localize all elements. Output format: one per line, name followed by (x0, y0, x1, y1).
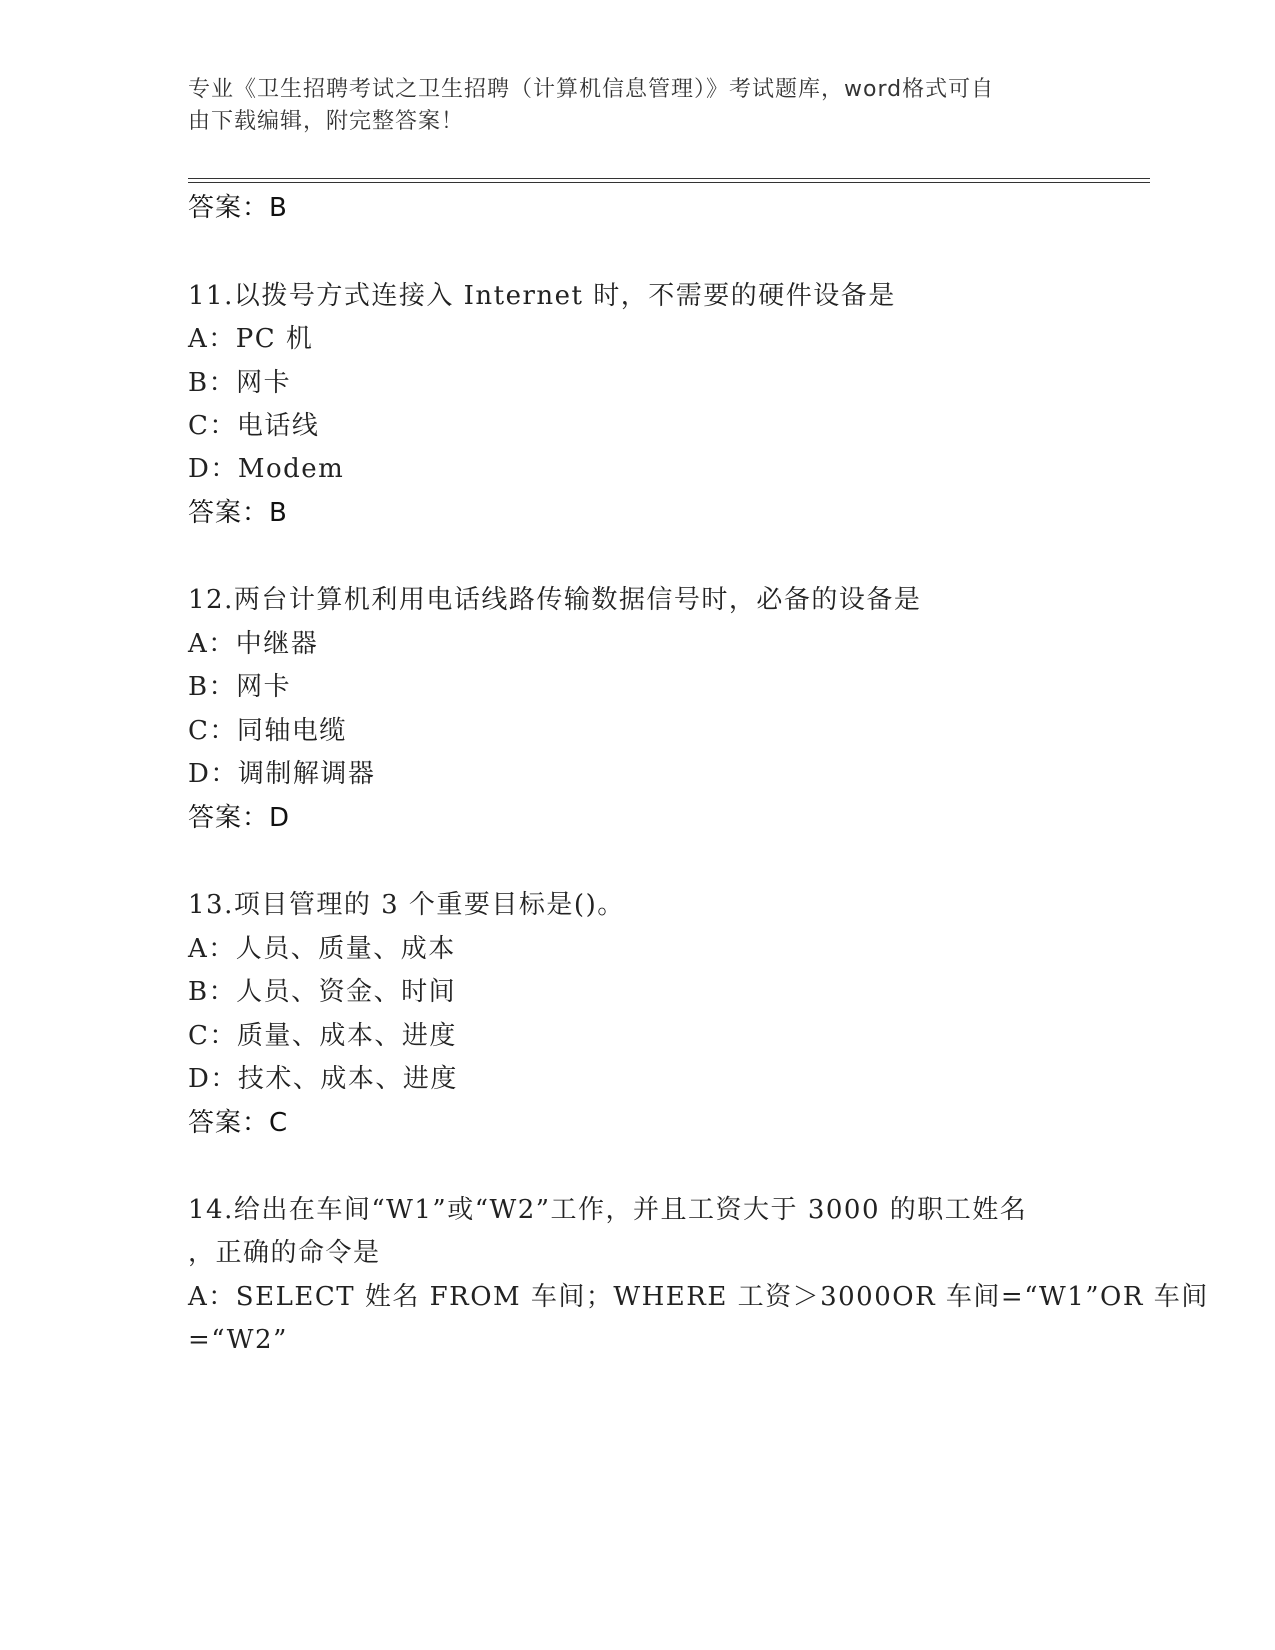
question-14-stem-line-2: ，正确的命令是 (188, 1238, 381, 1268)
question-13-option-b: B：人员、资金、时间 (188, 977, 457, 1007)
question-12-stem: 12.两台计算机利用电话线路传输数据信号时，必备的设备是 (188, 585, 922, 615)
document-header (188, 74, 1078, 138)
question-11-option-b: B：网卡 (188, 368, 292, 398)
question-13-stem: 13.项目管理的 3 个重要目标是()。 (188, 890, 625, 920)
question-11-option-d: D：Modem (188, 454, 345, 484)
question-11-option-c: C：电话线 (188, 411, 320, 441)
header-divider-bottom (188, 182, 1150, 183)
question-13-option-c: C：质量、成本、进度 (188, 1021, 457, 1051)
header-line-1: 专业《卫生招聘考试之卫生招聘（计算机信息管理）》考试题库，word格式可自 (188, 77, 995, 102)
question-13-option-a: A：人员、质量、成本 (188, 934, 456, 964)
question-12-option-c: C：同轴电缆 (188, 716, 347, 746)
question-11-option-a: A：PC 机 (188, 324, 314, 354)
question-12-option-a: A：中继器 (188, 629, 319, 659)
question-12-answer: 答案：D (188, 803, 291, 833)
header-line-2: 由下载编辑，附完整答案！ (188, 109, 465, 134)
question-14-stem-line-1: 14.给出在车间“W1”或“W2”工作，并且工资大于 3000 的职工姓名 (188, 1195, 1028, 1225)
question-13-option-d: D：技术、成本、进度 (188, 1064, 458, 1094)
header-divider-top (188, 178, 1150, 179)
question-11-stem: 11.以拨号方式连接入 Internet 时，不需要的硬件设备是 (188, 281, 896, 311)
question-11-answer: 答案：B (188, 498, 288, 528)
question-12-option-b: B：网卡 (188, 672, 292, 702)
previous-answer: 答案：B (188, 193, 288, 223)
question-12-option-d: D：调制解调器 (188, 759, 376, 789)
question-14-option-a-line-2: =“W2” (188, 1325, 288, 1355)
question-14-option-a-line-1: A：SELECT 姓名 FROM 车间；WHERE 工资＞3000OR 车间=“W1”OR 车间 (188, 1282, 1209, 1312)
question-13-answer: 答案：C (188, 1108, 289, 1138)
